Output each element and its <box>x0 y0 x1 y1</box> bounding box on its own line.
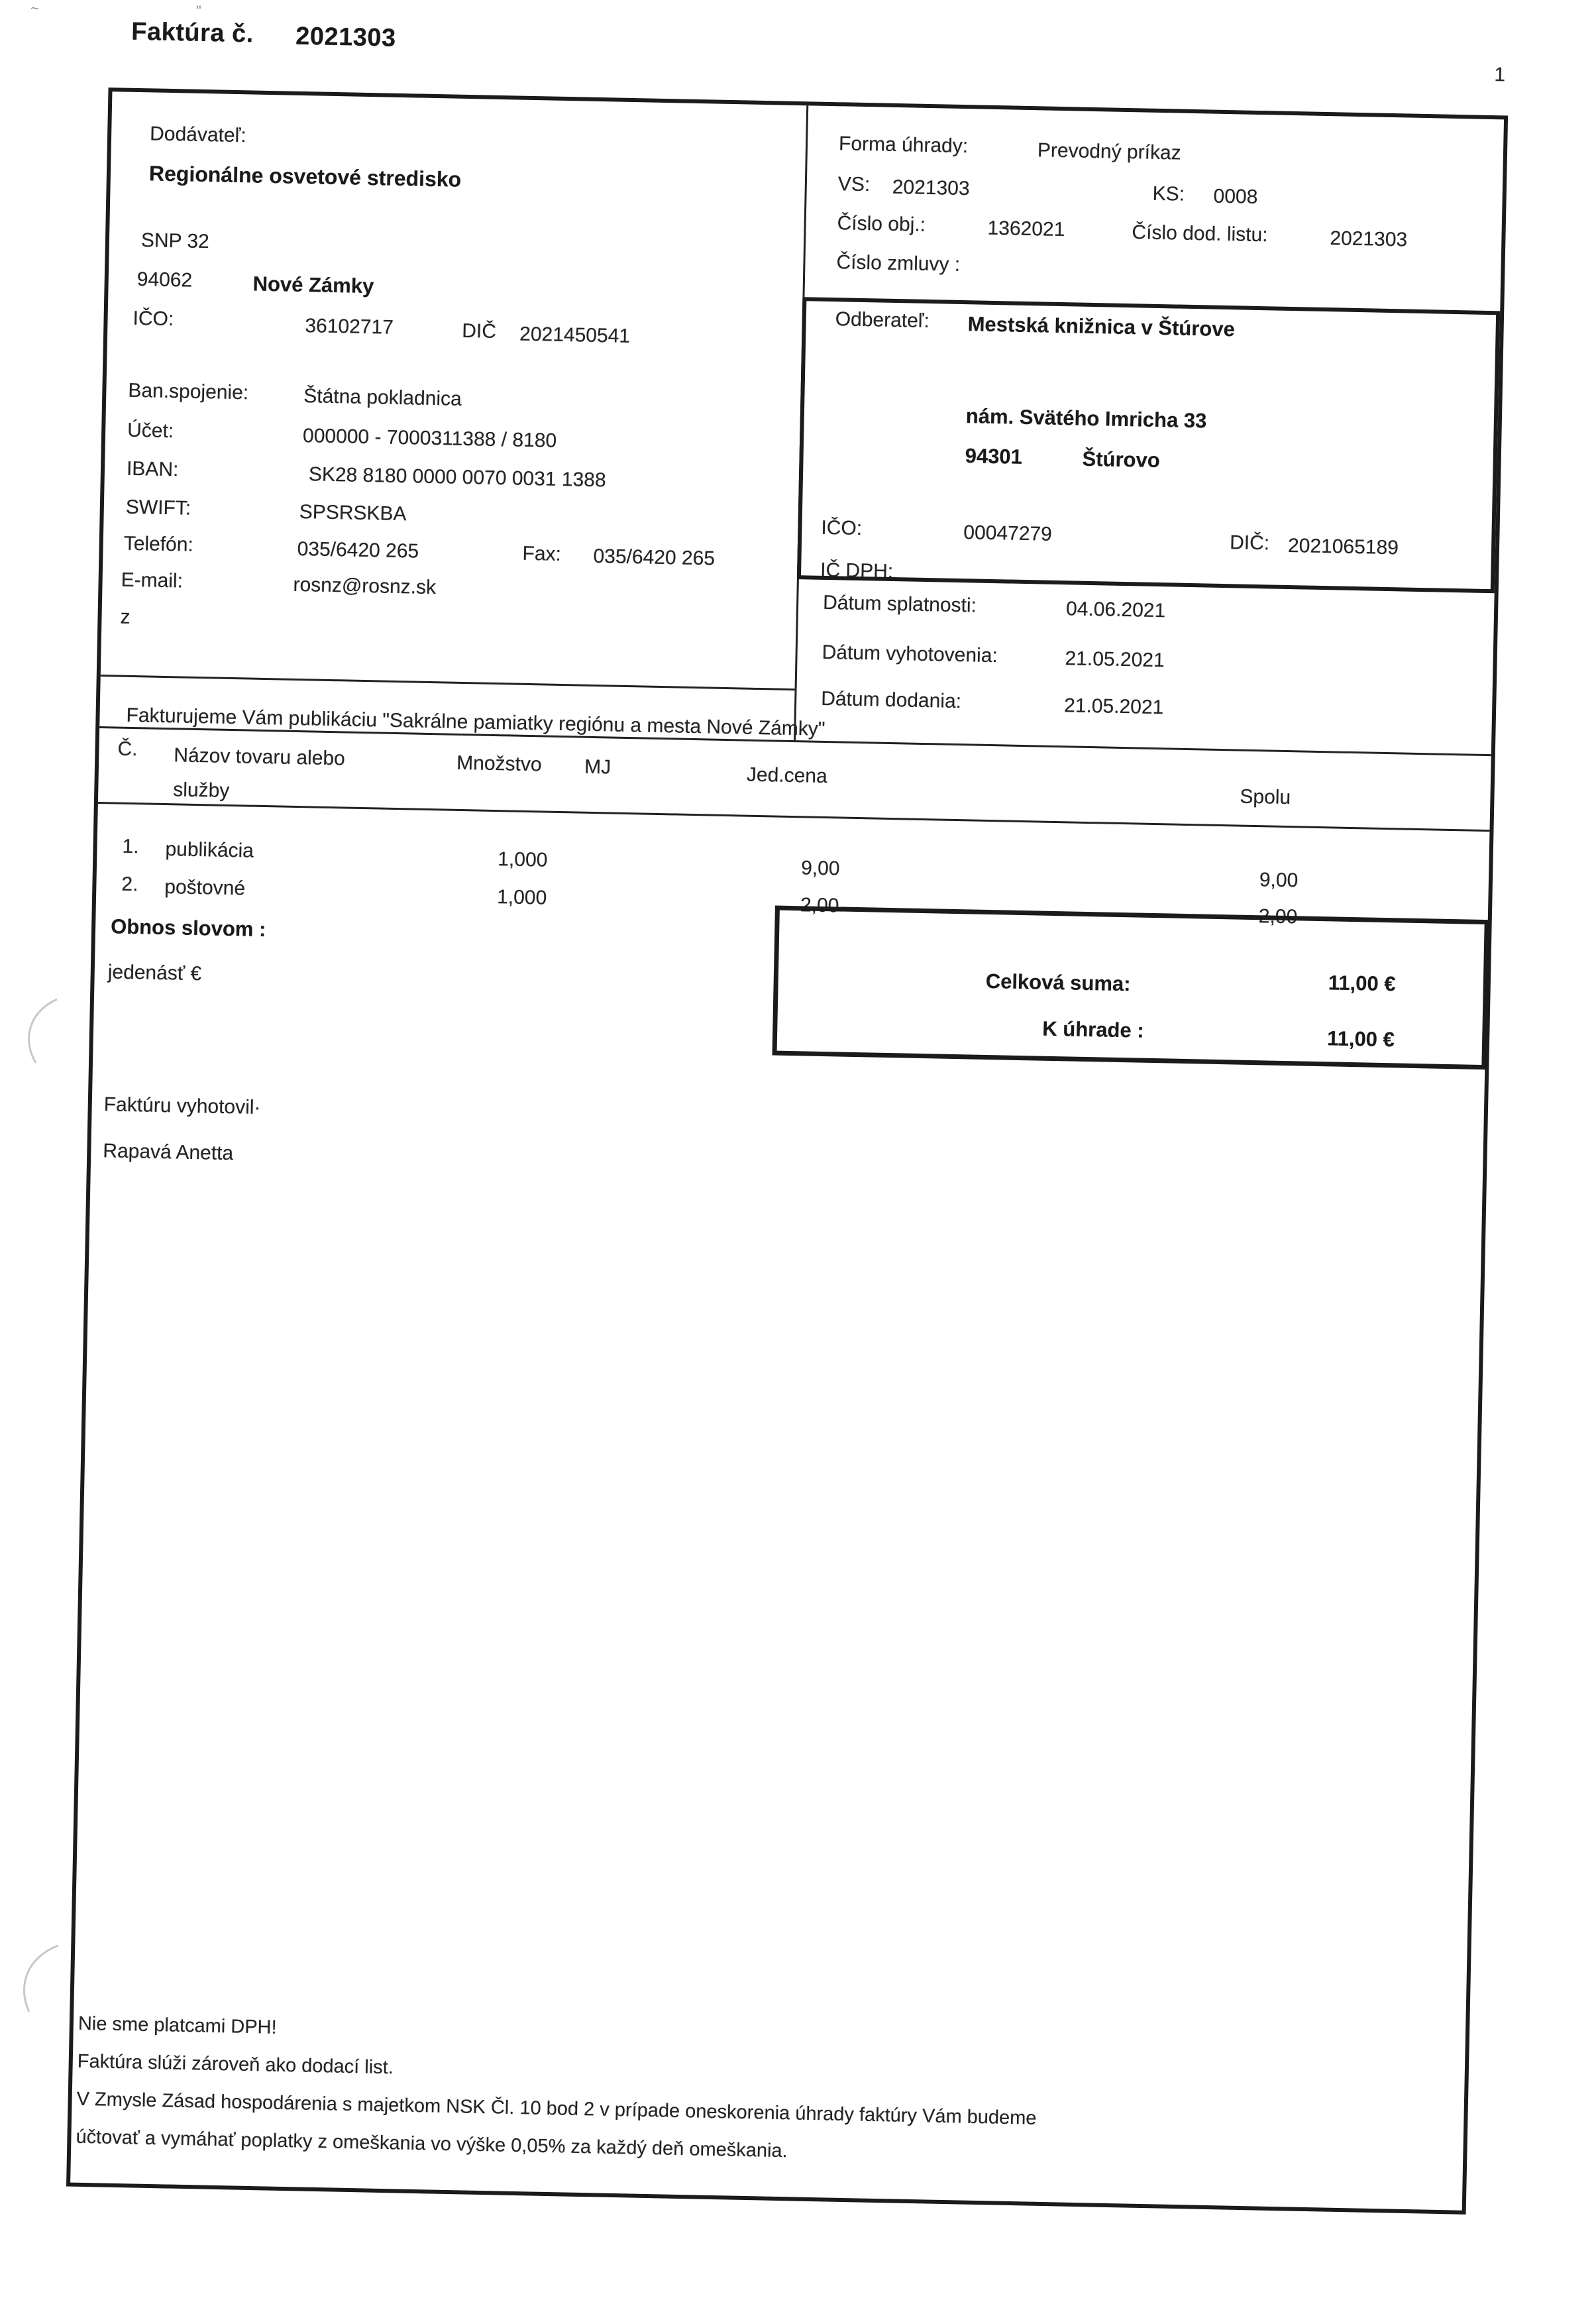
item-row-total: 9,00 <box>1259 869 1299 892</box>
item-row-total: 2,00 <box>1258 905 1298 928</box>
supplier-section-label: Dodávateľ: <box>149 123 247 147</box>
stray-z-mark: z <box>120 606 131 628</box>
scan-speck-right: " <box>196 3 201 19</box>
date-due-label: Dátum splatnosti: <box>822 591 977 617</box>
customer-ico-label: IČO: <box>821 516 863 540</box>
item-row-name: publikácia <box>165 838 254 862</box>
invoice-note: Fakturujeme Vám publikáciu "Sakrálne pamiatky regiónu a mesta Nové Zámky" <box>126 704 825 740</box>
amount-in-words-label: Obnos slovom : <box>110 914 266 942</box>
payment-order-value: 1362021 <box>987 217 1065 241</box>
payment-ks-label: KS: <box>1152 182 1185 205</box>
footer-note-line: Faktúra slúži zároveň ako dodací list. <box>77 2050 394 2079</box>
supplier-bank-label: Ban.spojenie: <box>128 379 249 404</box>
supplier-iban-value: SK28 8180 0000 0070 0031 1388 <box>308 463 606 492</box>
payment-vs-value: 2021303 <box>892 176 970 200</box>
item-row-unit-price: 2,00 <box>800 894 839 917</box>
supplier-zip: 94062 <box>136 268 193 292</box>
supplier-fax-label: Fax: <box>522 542 562 565</box>
supplier-dic-label: DIČ <box>461 319 497 343</box>
amount-due-value: 11,00 € <box>1326 1026 1395 1052</box>
column-header-unit-price: Jed.cena <box>746 763 828 788</box>
payment-ks-value: 0008 <box>1213 185 1258 208</box>
customer-section-label: Odberateľ: <box>835 308 930 333</box>
item-row-quantity: 1,000 <box>497 848 548 871</box>
page-number: 1 <box>1494 64 1506 86</box>
supplier-dic-value: 2021450541 <box>519 323 631 347</box>
supplier-email-label: E-mail: <box>121 569 184 592</box>
footer-note-line: V Zmysle Zásad hospodárenia s majetkom NSK Čl. 10 bod 2 v prípade oneskorenia úhrady faktúry Vám budeme <box>76 2088 1037 2129</box>
date-delivery-value: 21.05.2021 <box>1063 694 1164 719</box>
grand-total-value: 11,00 € <box>1328 971 1396 996</box>
invoice-number: 2021303 <box>295 22 397 52</box>
supplier-city: Nové Zámky <box>252 272 374 298</box>
supplier-name: Regionálne osvetové stredisko <box>148 161 462 192</box>
issued-by-label: Faktúru vyhotovil· <box>103 1093 261 1119</box>
invoice-body-frame <box>66 87 1508 2215</box>
customer-city: Štúrovo <box>1082 447 1161 472</box>
grand-total-label: Celková suma: <box>985 969 1131 996</box>
payment-vs-label: VS: <box>837 173 871 196</box>
column-header-name-line2: služby <box>172 779 230 802</box>
supplier-fax-value: 035/6420 265 <box>593 545 716 570</box>
amount-due-label: K úhrade : <box>1042 1017 1144 1042</box>
footer-note-line: účtovať a vymáhať poplatky z omeškania vo výške 0,05% za každý deň omeškania. <box>76 2126 788 2162</box>
supplier-bank-value: Štátna pokladnica <box>303 385 462 410</box>
supplier-account-value: 000000 - 7000311388 / 8180 <box>302 425 557 452</box>
column-header-quantity: Množstvo <box>456 751 542 776</box>
payment-method-label: Forma úhrady: <box>838 133 969 158</box>
date-issued-value: 21.05.2021 <box>1065 647 1165 672</box>
supplier-ico-value: 36102717 <box>305 315 394 339</box>
customer-icdph-label: IČ DPH: <box>820 559 894 583</box>
supplier-swift-label: SWIFT: <box>125 496 191 520</box>
item-row-number: 2. <box>121 873 138 896</box>
issued-by-name: Rapavá Anetta <box>103 1140 234 1165</box>
supplier-street: SNP 32 <box>140 229 210 253</box>
column-header-name-line1: Názov tovaru alebo <box>174 744 346 770</box>
supplier-iban-label: IBAN: <box>126 457 179 481</box>
payment-contract-label: Číslo zmluvy : <box>836 251 961 276</box>
column-header-unit: MJ <box>584 755 612 779</box>
column-header-number: Č. <box>117 738 138 761</box>
supplier-ico-label: IČO: <box>133 307 174 331</box>
customer-ico-value: 00047279 <box>963 522 1053 545</box>
payment-method-value: Prevodný príkaz <box>1037 139 1182 164</box>
payment-order-label: Číslo obj.: <box>837 212 926 236</box>
customer-dic-value: 2021065189 <box>1287 534 1399 559</box>
customer-street: nám. Svätého Imricha 33 <box>965 404 1207 433</box>
invoice-title-label: Faktúra č. <box>131 17 254 48</box>
amount-in-words-value: jedenásť € <box>107 961 202 985</box>
supplier-box-bottom-border <box>101 675 795 690</box>
scan-speck-left: ~ <box>30 0 39 17</box>
supplier-phone-label: Telefón: <box>123 532 194 556</box>
supplier-phone-value: 035/6420 265 <box>297 537 419 563</box>
item-row-number: 1. <box>122 835 139 858</box>
footer-note-line: Nie sme platcami DPH! <box>78 2012 277 2038</box>
customer-dic-label: DIČ: <box>1229 531 1270 555</box>
payment-delivery-note-value: 2021303 <box>1330 227 1408 251</box>
item-row-quantity: 1,000 <box>496 886 547 909</box>
column-header-total: Spolu <box>1240 785 1291 809</box>
customer-zip: 94301 <box>965 444 1023 468</box>
date-issued-label: Dátum vyhotovenia: <box>822 641 998 667</box>
customer-name: Mestská knižnica v Štúrove <box>967 312 1236 341</box>
item-row-unit-price: 9,00 <box>800 857 840 880</box>
supplier-swift-value: SPSRSKBA <box>299 501 407 525</box>
payment-delivery-note-label: Číslo dod. listu: <box>1132 221 1268 247</box>
item-row-name: poštovné <box>164 876 246 900</box>
date-delivery-label: Dátum dodania: <box>820 687 962 713</box>
supplier-email-value: rosnz@rosnz.sk <box>293 573 437 599</box>
supplier-account-label: Účet: <box>127 419 174 443</box>
date-due-value: 04.06.2021 <box>1065 598 1166 622</box>
